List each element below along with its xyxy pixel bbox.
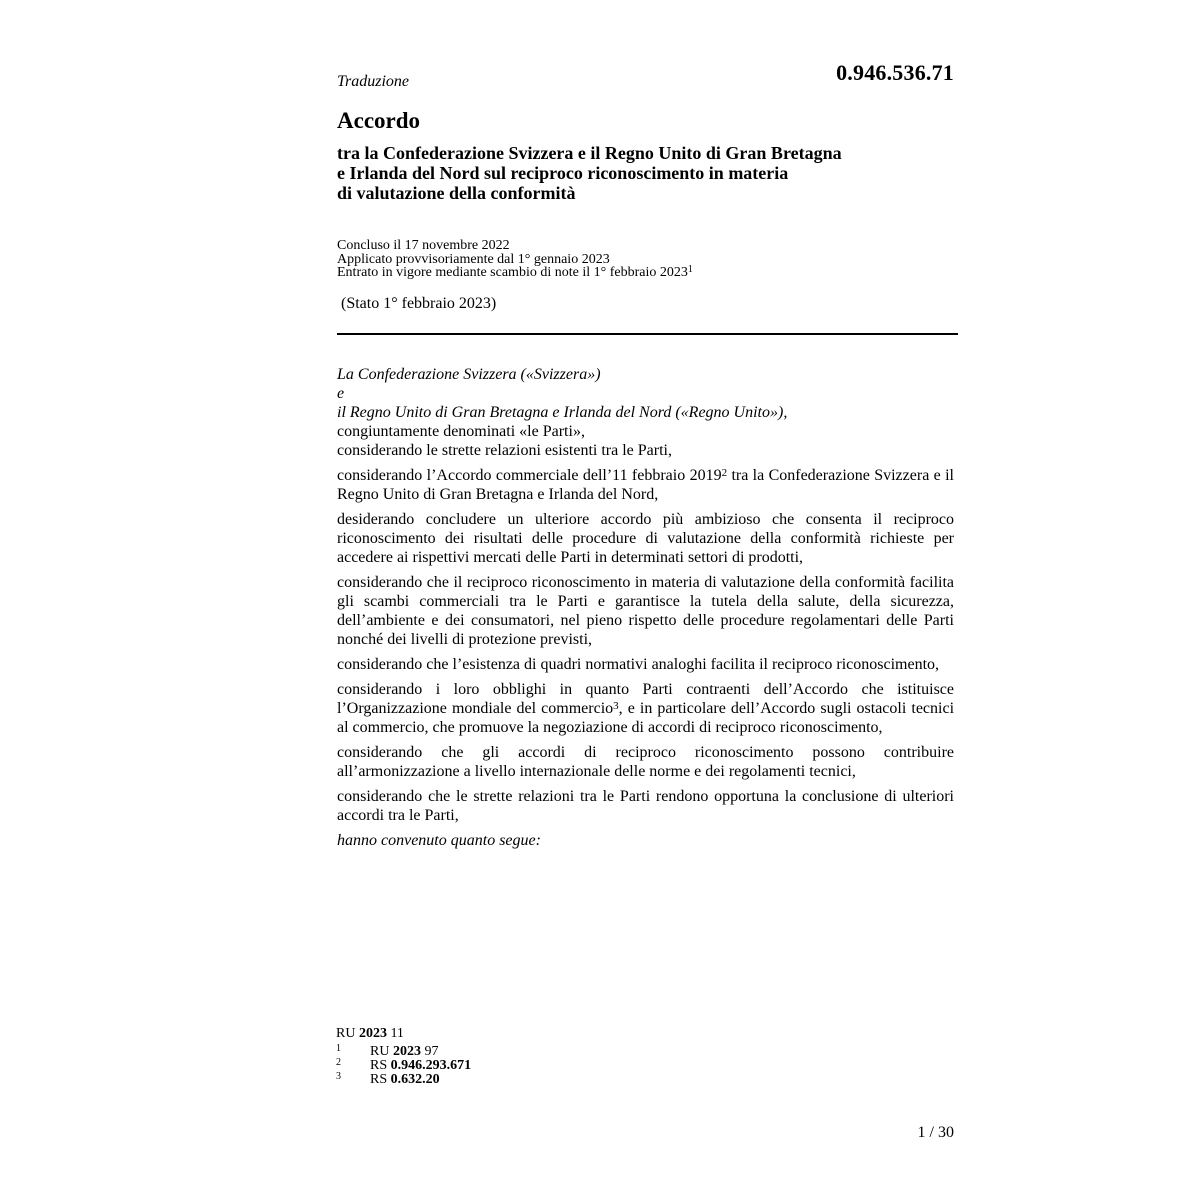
recital: considerando che il reciproco riconoscimento in materia di valutazione della conformità facilita gli scambi commerciali tra le Parti e garantisce la tutela della salute, della sicurezza, dell’ambiente e dei consumatori, nel pieno rispetto delle procedure regolamentari delle Parti nonché dei livelli di protezione previsti, [337,574,954,648]
translation-label: Traduzione [337,73,410,90]
footnote-number: 2 [336,1057,341,1068]
recital: considerando che l’esistenza di quadri normativi analoghi facilita il reciproco riconoscimento, [337,656,940,673]
recital: considerando l’Accordo commerciale dell’11 febbraio 2019$^2$ tra la Confederazione Svizzera e il Regno Unito di Gran Bretagna e Irlanda del Nord, [337,467,954,503]
footnote: 1 RU 2023 97 [336,1043,439,1059]
subtitle-line: tra la Confederazione Svizzera e il Regno Unito di Gran Bretagna [337,143,842,163]
recital: considerando i loro obblighi in quanto Parti contraenti dell’Accordo che istituisce l’Organizzazione mondiale del commercio$^3$, e in particolare dell’Accordo sugli ostacoli tecnici al commercio, che promuove la negoziazione di accordi di reciproco riconoscimento, [337,681,955,736]
footnote: 2 RS 0.946.293.671 [336,1057,472,1073]
subtitle-line: di valutazione della conformità [337,183,576,203]
document-subtitle [337,143,937,203]
party-united-kingdom: il Regno Unito di Gran Bretagna e Irlanda del Nord («Regno Unito»), [337,404,788,421]
recital: desiderando concludere un ulteriore accordo più ambizioso che consenta il reciproco riconoscimento dei risultati delle procedure di valutazione della conformità richieste per accedere ai rispettivi mercati delle Parti in determinati settori di prodotti, [337,511,954,566]
recital: considerando che le strette relazioni tra le Parti rendono opportuna la conclusione di ulteriori accordi tra le Parti, [337,788,954,824]
footnote-ref[interactable]: 1 [687,264,693,275]
footnote-ref[interactable]: 3 [613,700,619,712]
conjunction: e [337,385,345,402]
sr-number: 0.946.536.71 [836,60,954,85]
preamble [337,365,954,850]
provisional-date: Applicato provvisoriamente dal 1° gennaio 2023 [337,251,610,267]
recital: considerando che gli accordi di reciproco riconoscimento possono contribuire all’armonizzazione a livello internazionale delle norme e dei regolamenti tecnici, [337,744,954,780]
footnote-ref[interactable]: 2 [721,467,728,479]
date-block [337,239,693,280]
closing-formula: hanno convenuto quanto segue: [337,832,541,849]
status-date: (Stato 1° febbraio 2023) [341,295,497,312]
jointly-named: congiuntamente denominati «le Parti», [337,423,585,440]
footnote-number: 3 [336,1071,341,1082]
subtitle-line: e Irlanda del Nord sul reciproco riconoscimento in materia [337,163,789,183]
party-switzerland: La Confederazione Svizzera («Svizzera») [337,366,601,383]
recital: considerando le strette relazioni esistenti tra le Parti, [337,442,672,459]
official-compilation-ref: RU 2023 11 [336,1026,404,1041]
document-title: Accordo [337,108,421,133]
footnotes [336,1026,472,1087]
footnote-number: 1 [336,1043,341,1054]
footnote: 3 RS 0.632.20 [336,1071,440,1087]
page-number: 1 / 30 [917,1124,954,1141]
in-force-date: Entrato in vigore mediante scambio di note il 1° febbraio 2023$^1$ [337,264,693,280]
concluded-date: Concluso il 17 novembre 2022 [337,238,510,253]
divider [337,333,958,335]
